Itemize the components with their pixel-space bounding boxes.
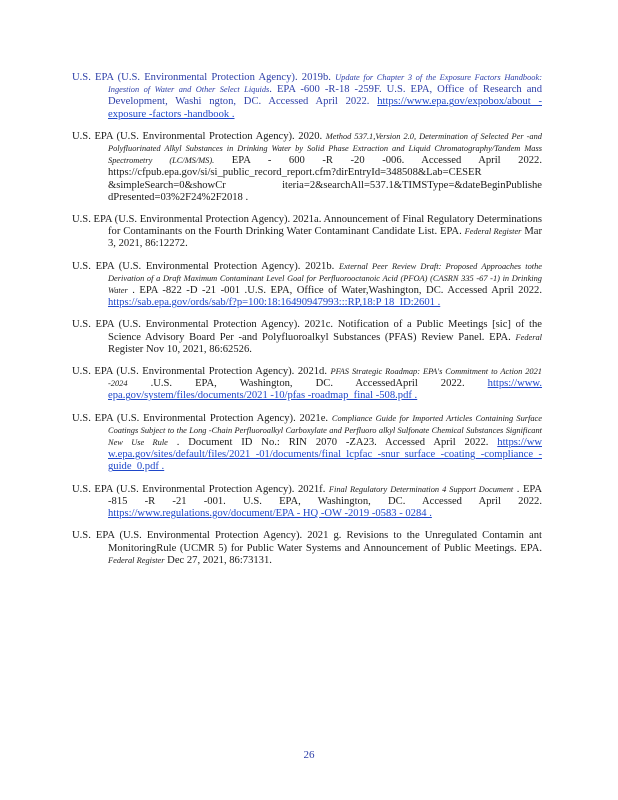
reference-link[interactable]: https://www. epa.gov/system/files/documents/2021 -10/pfas -roadmap_final -508.pdf . [108, 378, 542, 402]
reference-link[interactable]: https://sab.epa.gov/ords/sab/f?p=100:18:16490947993:::RP,18:P 18_ID:2601 . [108, 297, 441, 309]
reference-entry [72, 319, 542, 356]
reference-text: U.S. EPA (U.S. Environmental Protection Agency). 2021e. [72, 412, 332, 424]
reference-text: U.S. EPA (U.S. Environmental Protection Agency). 2021f. [72, 483, 329, 495]
reference-title: External Peer Review Draft: Proposed Approaches tothe Derivation of a Draft Maximum Contaminant Level Goal for Perfluorooctanoic Acid (PFOA) (CASRN 335 -67 -1) in Drinking Water [108, 261, 542, 296]
reference-text: U.S. EPA (U.S. Environmental Protection Agency). 2019b. [72, 72, 336, 83]
reference-text: U.S. EPA (U.S. Environmental Protection Agency). 2021a. Announcement of Final Regulatory Determinations for Contaminants on the Fourth Drinking Water Contaminant Candidate List. EPA. [72, 214, 542, 238]
page-number: 26 [303, 749, 315, 761]
reference-text: . Document ID No.: RIN 2070 -ZA23. Accessed April 2022. [167, 437, 498, 449]
reference-link[interactable]: https://www.epa.gov/expobox/about - exposure -factors -handbook . [108, 96, 542, 120]
reference-text: U.S. EPA (U.S. Environmental Protection Agency). 2021d. [72, 366, 331, 378]
reference-title: Federal [515, 332, 542, 342]
reference-text: . EPA -600 -R-18 -259F. U.S. EPA, Office of Research and Development, Washi ngton, DC. Accessed April 2022. [108, 84, 542, 108]
reference-list [72, 72, 542, 577]
reference-text: U.S. EPA (U.S. Environmental Protection Agency). 2021 g. Revisions to the Unregulated Contamin ant MonitoringRule (UCMR 5) for Public Water Systems and Announcement of Public Meetings. EPA. [72, 530, 542, 554]
reference-text: Dec 27, 2021, 86:73131. [164, 554, 272, 566]
reference-text: U.S. EPA (U.S. Environmental Protection Agency). 2020. [72, 130, 326, 142]
reference-entry [72, 484, 542, 521]
reference-entry [72, 530, 542, 567]
reference-title: Final Regulatory Determination 4 Support Document [328, 484, 514, 494]
reference-text: . EPA -822 -D -21 -001 .U.S. EPA, Office of Water,Washington, DC. Accessed April 2022. [127, 285, 542, 297]
reference-entry [72, 72, 542, 121]
reference-text: .U.S. EPA, Washington, DC. AccessedApril 2022. [127, 378, 488, 390]
reference-text: Mar 3, 2021, 86:12272. [108, 226, 542, 250]
reference-title: Compliance Guide for Imported Articles Containing Surface Coatings Subject to the Long -Chain Perfluoroalkyl Carboxylate and Perfluoro alkyl Sulfonate Chemical Substances Significant New Use Rule [108, 413, 542, 448]
reference-text: . EPA -815 -R -21 -001. U.S. EPA, Washington, DC. Accessed April 2022. [108, 483, 543, 507]
reference-title: Federal Register [108, 555, 165, 565]
reference-entry [72, 261, 542, 310]
reference-text: U.S. EPA (U.S. Environmental Protection Agency). 2021b. [72, 260, 340, 272]
reference-title: Update for Chapter 3 of the Exposure Factors Handbook: Ingestion of Water and Other Select Liquids [108, 73, 542, 95]
reference-text: EPA - 600 -R -20 -006. Accessed April 2022. https://cfpub.epa.gov/si/si_public_record_report.cfm?dirEntryId=348508&Lab=CESER &simpleSearch=0&showCr iteria=2&searchAll=537.1&TIMSType=&dateBeginPublishe dPresented=03%2F24%2F2018 . [108, 155, 542, 203]
reference-entry [72, 214, 542, 251]
reference-entry [72, 366, 542, 403]
reference-title: PFAS Strategic Roadmap: EPA's Commitment to Action 2021 -2024 [108, 367, 542, 389]
reference-link[interactable]: https://www.regulations.gov/document/EPA - HQ -OW -2019 -0583 - 0284 . [108, 508, 432, 520]
reference-title: Federal Register [464, 227, 522, 237]
reference-entry [72, 131, 542, 204]
reference-link[interactable]: https://ww w.epa.gov/sites/default/files/2021 -01/documents/final_lcpfac -snur_surface -coating -compliance -guide_0.pdf . [108, 437, 542, 473]
reference-title: Method 537.1,Version 2.0, Determination of Selected Per -and Polyfluorinated Alkyl Substances in Drinking Water by Solid Phase Extraction and Liquid Chromatography/Tandem Mass Spectrometry (LC/MS/MS). [108, 131, 542, 166]
reference-text: U.S. EPA (U.S. Environmental Protection Agency). 2021c. Notification of a Public Meetings [sic] of the Science Advisory Board Per -and Polyfluoroalkyl Substances (PFAS) Review Panel. EPA. [72, 319, 542, 343]
reference-text: Register Nov 10, 2021, 86:62526. [108, 343, 252, 355]
reference-entry [72, 413, 542, 474]
